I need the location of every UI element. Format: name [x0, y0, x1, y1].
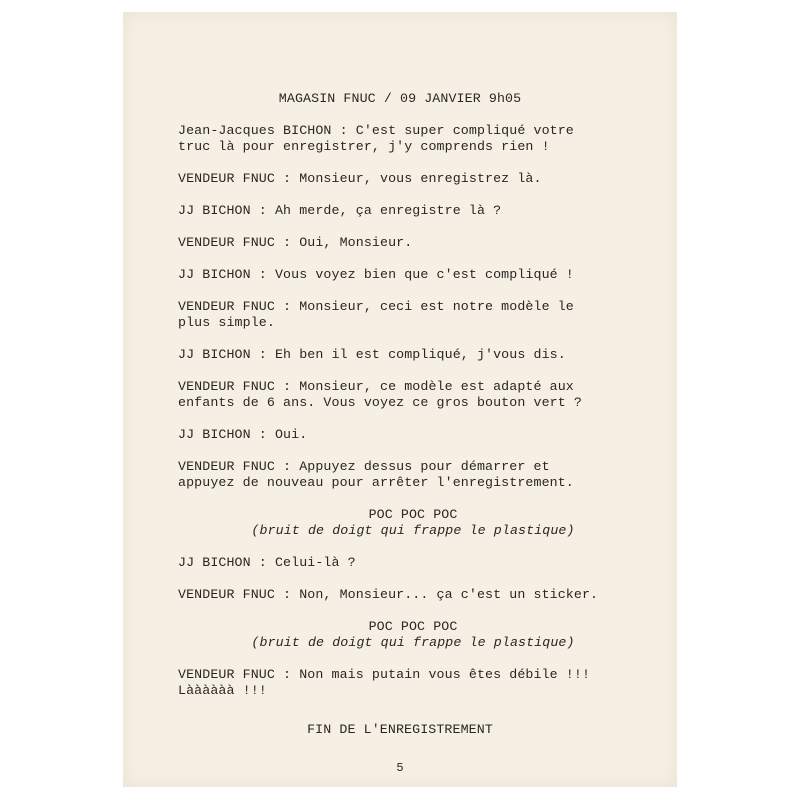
- dialogue-line: JJ BICHON : Ah merde, ça enregistre là ?: [178, 203, 502, 218]
- dialogue-line: plus simple.: [178, 315, 275, 330]
- dialogue-body: [178, 123, 648, 699]
- dialogue-line: JJ BICHON : Vous voyez bien que c'est compliqué !: [178, 267, 574, 282]
- stage-direction: (bruit de doigt qui frappe le plastique): [251, 635, 575, 650]
- dialogue-line: VENDEUR FNUC : Appuyez dessus pour démarrer et: [178, 459, 550, 474]
- dialogue-line: JJ BICHON : Oui.: [178, 427, 308, 442]
- dialogue-line: JJ BICHON : Celui-là ?: [178, 555, 356, 570]
- document-page: [123, 12, 677, 787]
- sound-effect: POC POC POC: [368, 507, 458, 522]
- dialogue-line: JJ BICHON : Eh ben il est compliqué, j'vous dis.: [178, 347, 566, 362]
- dialogue-line: VENDEUR FNUC : Monsieur, ceci est notre modèle le: [178, 299, 574, 314]
- dialogue-line: VENDEUR FNUC : Monsieur, ce modèle est adapté aux: [178, 379, 574, 394]
- dialogue-line: truc là pour enregistrer, j'y comprends rien !: [178, 139, 550, 154]
- dialogue-line: VENDEUR FNUC : Monsieur, vous enregistrez là.: [178, 171, 542, 186]
- dialogue-line: VENDEUR FNUC : Oui, Monsieur.: [178, 235, 413, 250]
- page-title: MAGASIN FNUC / 09 JANVIER 9h05: [278, 91, 522, 106]
- end-heading: FIN DE L'ENREGISTREMENT: [307, 722, 493, 737]
- dialogue-line: Làààààà !!!: [178, 683, 267, 698]
- sound-effect: POC POC POC: [368, 619, 458, 634]
- dialogue-line: enfants de 6 ans. Vous voyez ce gros bouton vert ?: [178, 395, 582, 410]
- page-number: 5: [396, 761, 404, 775]
- dialogue-line: VENDEUR FNUC : Non mais putain vous êtes débile !!!: [178, 667, 591, 682]
- dialogue-line: appuyez de nouveau pour arrêter l'enregistrement.: [178, 475, 574, 490]
- dialogue-line: VENDEUR FNUC : Non, Monsieur... ça c'est un sticker.: [178, 587, 599, 602]
- dialogue-line: Jean-Jacques BICHON : C'est super compliqué votre: [178, 123, 574, 138]
- stage-direction: (bruit de doigt qui frappe le plastique): [251, 523, 575, 538]
